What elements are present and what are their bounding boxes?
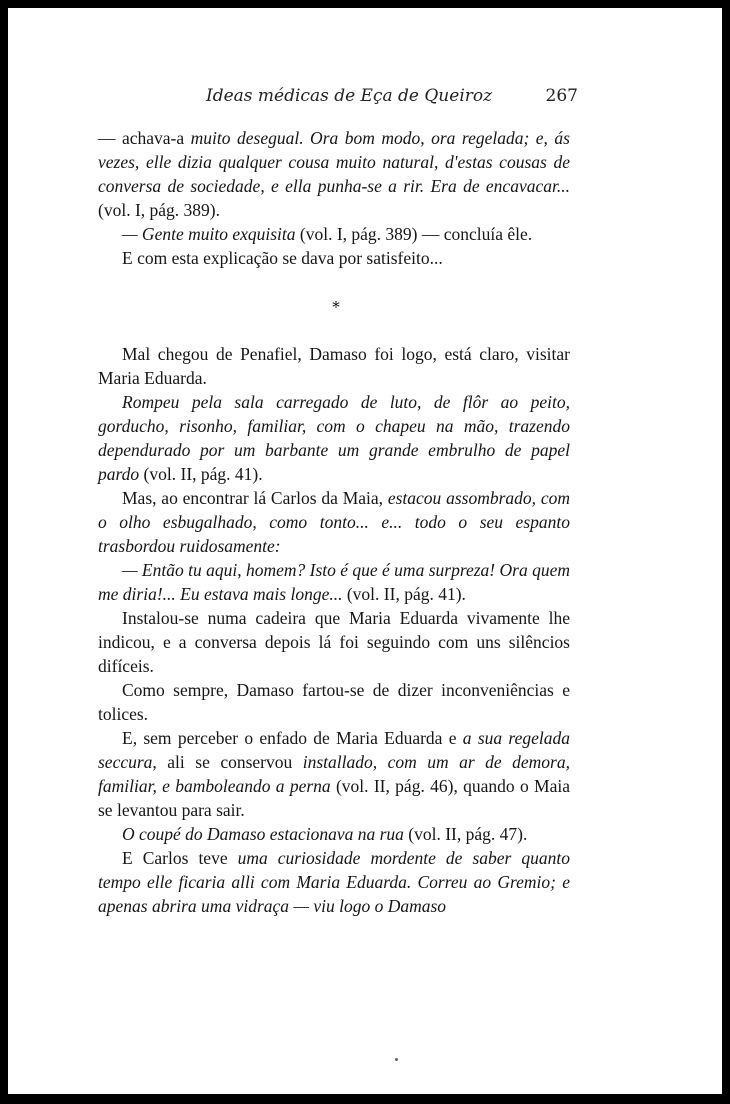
text-run: Como sempre, Damaso fartou-se de dizer inconveniências e tolices. (98, 680, 570, 724)
text-run: Instalou-se numa cadeira que Maria Eduarda vivamente lhe indicou, e a conversa depois lá foi seguindo com uns silêncios difíceis. (98, 608, 570, 676)
paragraph (98, 558, 570, 606)
print-speck (395, 1058, 398, 1061)
text-run: installado, com um ar de demora, familiar, e bamboleando a perna (98, 752, 570, 796)
text-run: (vol. II, pág. 41). (342, 584, 466, 604)
paragraph (98, 390, 570, 486)
text-run: — achava-a (98, 128, 191, 148)
paragraph (98, 486, 570, 558)
text-run: uma curiosidade mordente de saber quanto tempo elle ficaria alli com Maria Eduarda. Correu ao Gremio; e apenas abrira uma vidraça — viu logo o Damaso (98, 848, 571, 916)
text-run: E, sem perceber o enfado de Maria Eduarda e (122, 728, 463, 748)
text-run: (vol. II, pág. 47). (403, 824, 528, 844)
text-run: E Carlos teve (122, 848, 238, 868)
paragraph (98, 678, 570, 726)
text-run: ali se conservou (156, 752, 303, 772)
text-run: muito desegual. Ora bom modo, ora regelada; e, ás vezes, elle dizia qualquer cousa muito natural, d'estas cousas de conversa de sociedade, e ella punha-se a rir. Era de encavacar... (98, 128, 570, 196)
book-page (8, 8, 722, 1094)
page-number: 267 (545, 86, 578, 106)
text-run: E com esta explicação se dava por satisfeito... (122, 248, 443, 268)
paragraph (98, 222, 570, 246)
text-run: Mas, ao encontrar lá Carlos da Maia, (122, 488, 388, 508)
paragraph (98, 846, 570, 918)
text-run: (vol. II, pág. 46), quando o Maia se levantou para sair. (98, 776, 570, 820)
paragraph (98, 246, 570, 270)
text-block-before (98, 126, 570, 270)
paragraph (98, 606, 570, 678)
text-run: estacou assombrado, com o olho esbugalhado, como tonto... e... todo o seu espanto trasbordou ruidosamente: (98, 488, 570, 556)
paragraph (98, 126, 570, 222)
text-run: (vol. I, pág. 389) — concluía êle. (295, 224, 533, 244)
running-title: Ideas médicas de Eça de Queiroz (206, 86, 493, 106)
text-run: — Então tu aqui, homem? Isto é que é uma surpreza! Ora quem me diria!... Eu estava mais longe... (98, 560, 570, 604)
text-run: (vol. II, pág. 41). (139, 464, 263, 484)
paragraph (98, 726, 570, 822)
text-run: Mal chegou de Penafiel, Damaso foi logo, está claro, visitar Maria Eduarda. (98, 344, 570, 388)
running-header (206, 86, 578, 108)
text-run: Rompeu pela sala carregado de luto, de flôr ao peito, gorducho, risonho, familiar, com o chapeu na mão, trazendo dependurado por um barbante um grande embrulho de papel pardo (98, 392, 570, 484)
paragraph (98, 822, 570, 846)
text-run: — Gente muito exquisita (122, 224, 296, 244)
text-run: (vol. I, pág. 389). (98, 200, 220, 220)
paragraph (98, 342, 570, 390)
text-run: a sua regelada seccura, (98, 728, 570, 772)
text-block-after (98, 342, 570, 918)
section-separator: * (332, 298, 340, 316)
text-run: O coupé do Damaso estacionava na rua (122, 824, 404, 844)
